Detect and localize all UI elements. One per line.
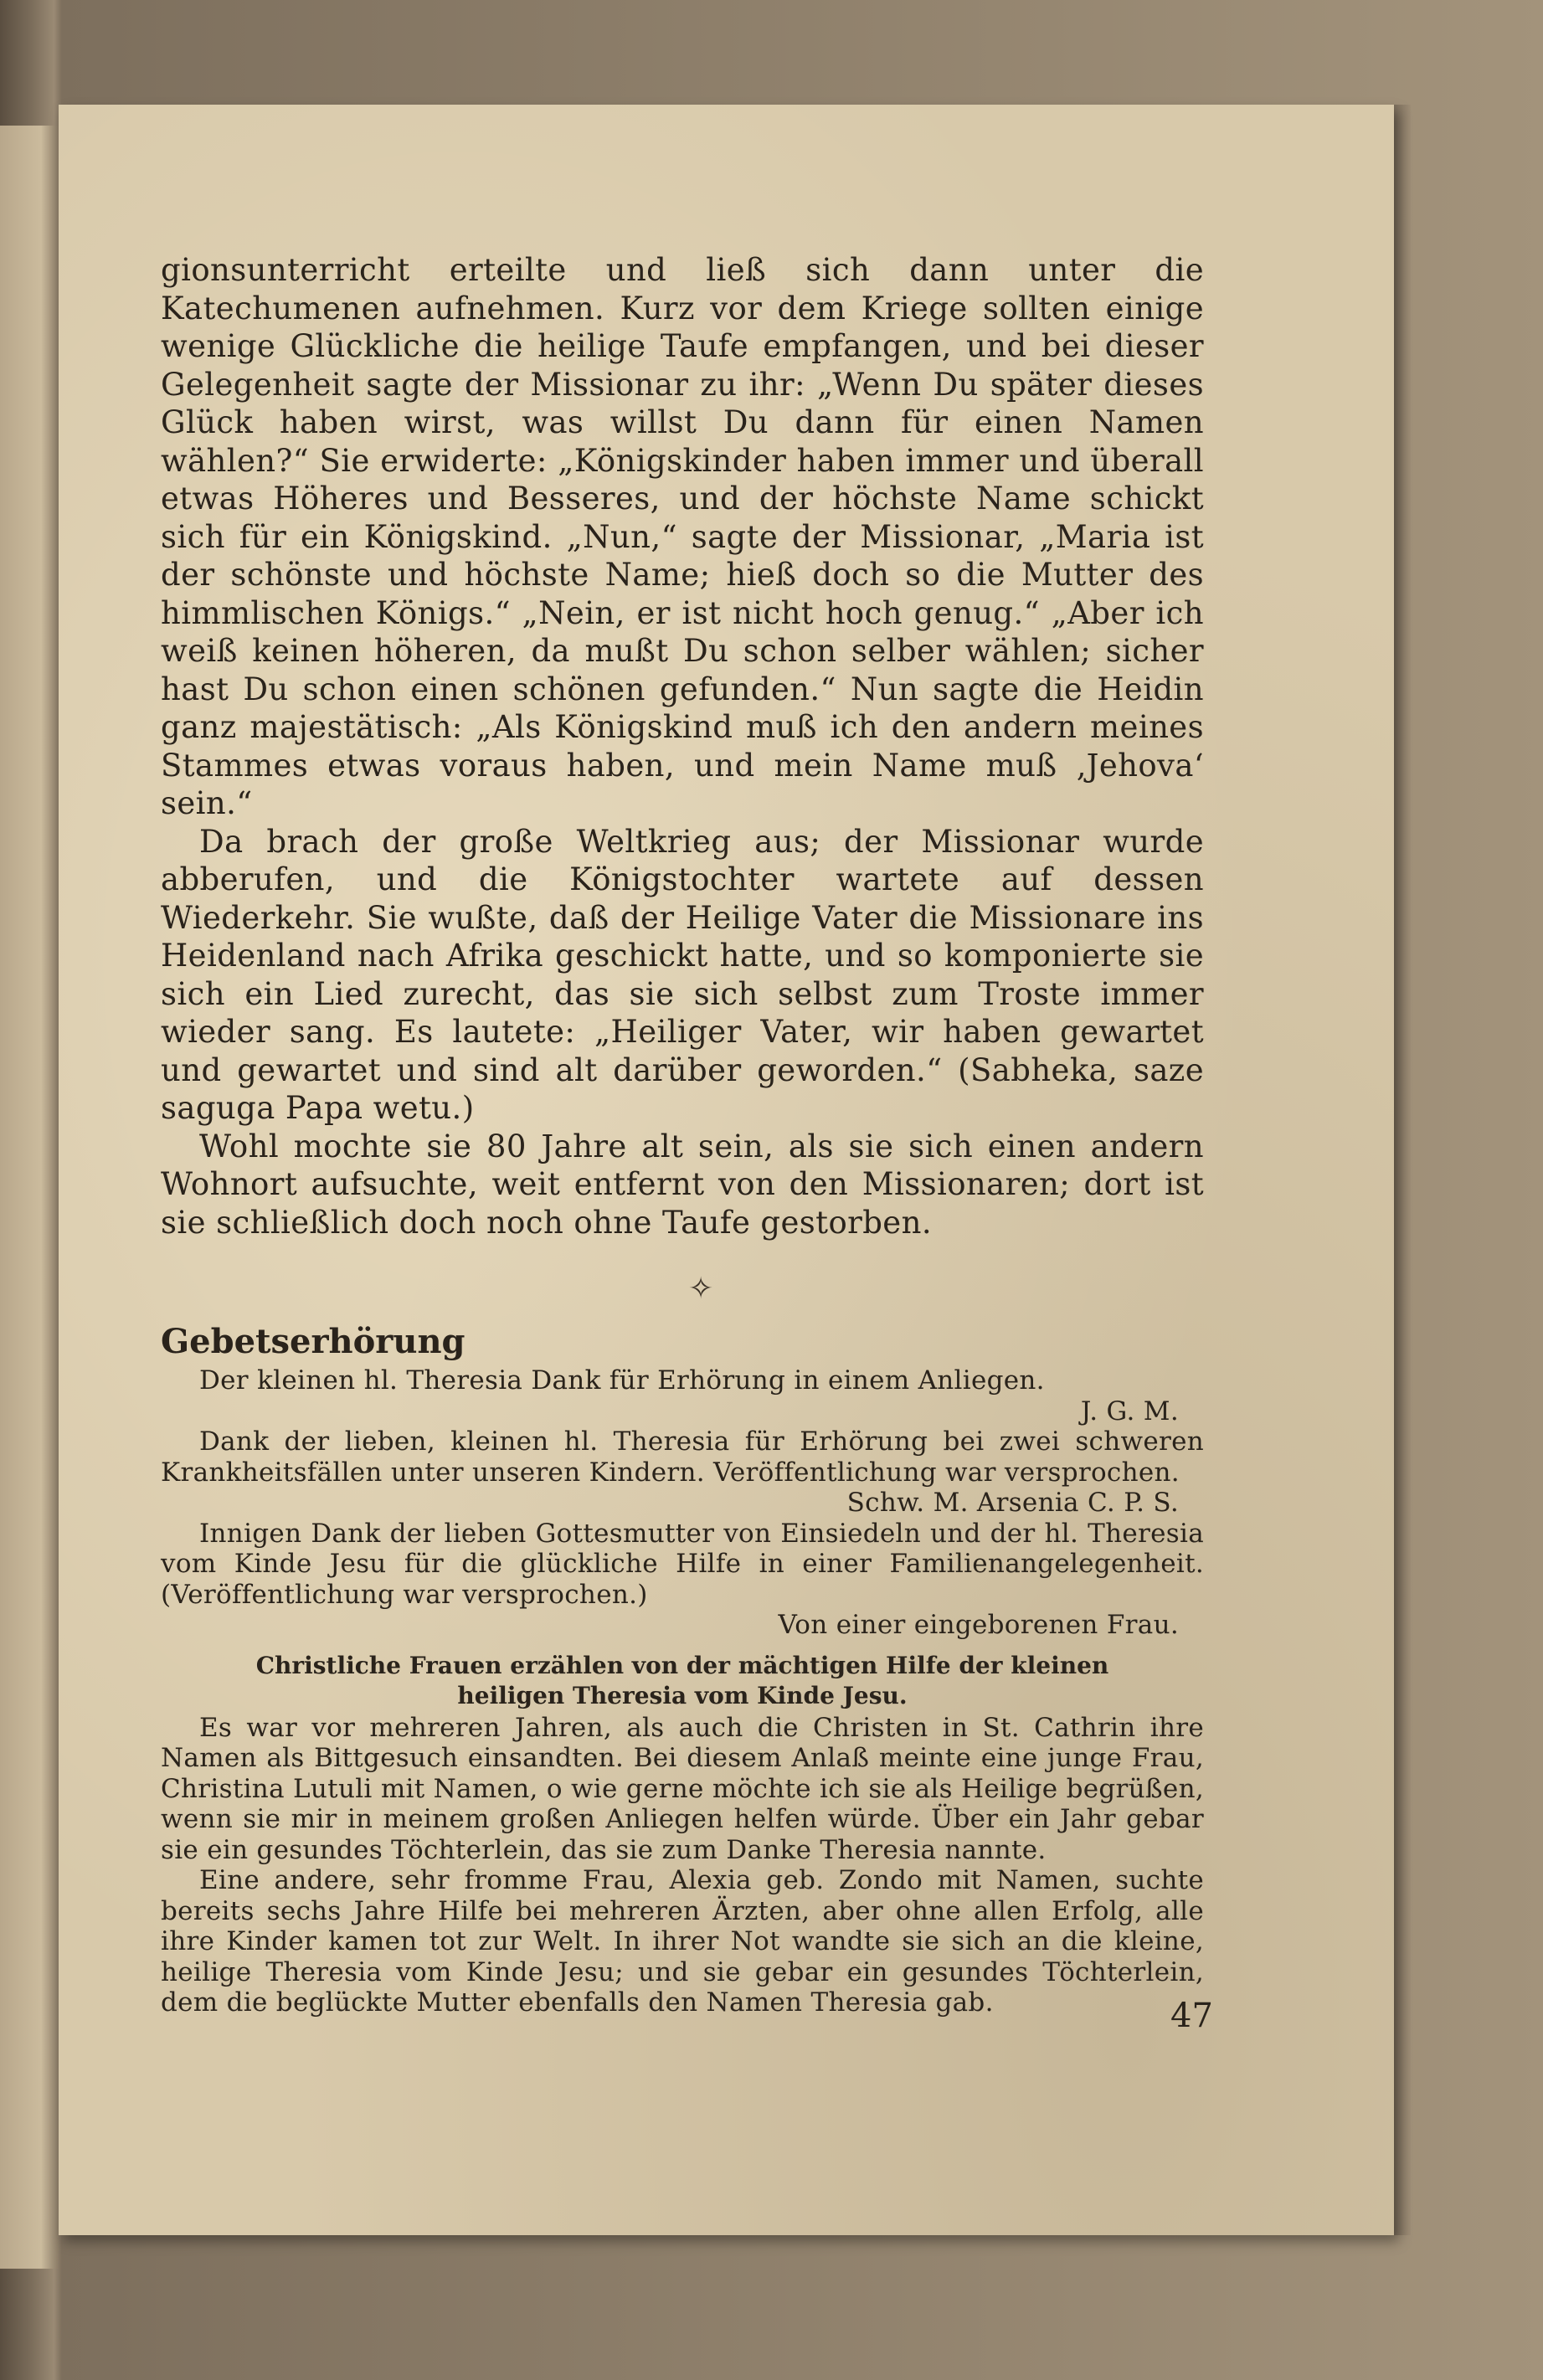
story-text <box>161 1713 1204 2018</box>
story-paragraph-1: Es war vor mehreren Jahren, als auch die Christen in St. Cathrin ihre Namen als Bittgesuch einsandten. Bei diesem Anlaß meinte eine junge Frau, Christina Lutuli mit Namen, o wie gerne möchte ich sie als Heilige begrüßen, wenn sie mir in meinem großen Anliegen helfen würde. Über ein Jahr gebar sie ein gesundes Töchterlein, das sie zum Danke Theresia nannte. <box>161 1712 1204 1865</box>
page-shadow <box>1394 105 1411 2235</box>
page-number: 47 <box>1170 1997 1213 2035</box>
entry-2-text: Dank der lieben, kleinen hl. Theresia für Erhörung bei zwei schweren Krankheitsfällen unter unseren Kindern. Veröffentlichung war versprochen. <box>161 1426 1204 1488</box>
story-heading <box>161 1651 1204 1711</box>
left-page-edge <box>0 126 59 2269</box>
thanks-entries <box>161 1365 1204 1641</box>
entry-3-text: Innigen Dank der lieben Gottesmutter von Einsiedeln und der hl. Theresia vom Kinde Jesu für die glückliche Hilfe in einer Familienangelegenheit. (Veröffentlichung war versprochen.) <box>161 1518 1204 1610</box>
entry-2-signature: Schw. M. Arsenia C. P. S. <box>846 1488 1179 1518</box>
section-divider <box>161 1260 1204 1319</box>
entry-1-text: Der kleinen hl. Theresia Dank für Erhörung in einem Anliegen. <box>199 1365 1045 1396</box>
story-heading-line-2: heiligen Theresia vom Kinde Jesu. <box>457 1681 908 1709</box>
section-heading: Gebetserhörung <box>161 1322 465 1361</box>
entry-1-signature: J. G. M. <box>1080 1396 1179 1426</box>
paragraph-3: Wohl mochte sie 80 Jahre alt sein, als sie sich einen andern Wohnort aufsuchte, weit entfernt von den Missionaren; dort ist sie schließlich doch noch ohne Taufe gestorben. <box>161 1128 1204 1241</box>
paragraph-1: gionsunterricht erteilte und ließ sich dann unter die Katechumenen aufnehmen. Kurz vor dem Kriege sollten einige wenige Glückliche die heilige Taufe empfangen, und bei dieser Gelegenheit sagte der Missionar zu ihr: „Wenn Du später dieses Glück haben wirst, was willst Du dann für einen Namen wählen?“ Sie erwiderte: „Königskinder haben immer und überall etwas Höheres und Besseres, und der höchste Name schickt sich für ein Königskind. „Nun,“ sagte der Missionar, „Maria ist der schönste und höchste Name; hieß doch so die Mutter des himmlischen Königs.“ „Nein, er ist nicht hoch genug.“ „Aber ich weiß keinen höheren, da mußt Du schon selber wählen; sicher hast Du schon einen schönen gefunden.“ Nun sagte die Heidin ganz majestätisch: „Als Königskind muß ich den andern meines Stammes etwas voraus haben, und mein Name muß ‚Jehova‘ sein.“ <box>161 252 1204 821</box>
page-content <box>161 251 1204 2018</box>
entry-3-signature: Von einer eingeborenen Frau. <box>778 1610 1179 1640</box>
divider-ornament: ✧ <box>688 1272 714 1306</box>
paragraph-2: Da brach der große Weltkrieg aus; der Missionar wurde abberufen, und die Königstochter wartete auf dessen Wiederkehr. Sie wußte, daß der Heilige Vater die Missionare ins Heidenland nach Afrika geschickt hatte, und so komponierte sie sich ein Lied zurecht, das sie sich selbst zum Troste immer wieder sang. Es lautete: „Heiliger Vater, wir haben gewartet und gewartet und sind alt darüber geworden.“ (Sabheka, saze saguga Papa wetu.) <box>161 823 1204 1126</box>
story-paragraph-2: Eine andere, sehr fromme Frau, Alexia geb. Zondo mit Namen, suchte bereits sechs Jahre Hilfe bei mehreren Ärzten, aber ohne allen Erfolg, alle ihre Kinder kamen tot zur Welt. In ihrer Not wandte sie sich an die kleine, heilige Theresia vom Kinde Jesu; und sie gebar ein gesundes Töchterlein, dem die beglückte Mutter ebenfalls den Namen Theresia gab. <box>161 1865 1204 2018</box>
main-text <box>161 251 1204 1241</box>
story-heading-line-1: Christliche Frauen erzählen von der mächtigen Hilfe der kleinen <box>255 1651 1109 1679</box>
